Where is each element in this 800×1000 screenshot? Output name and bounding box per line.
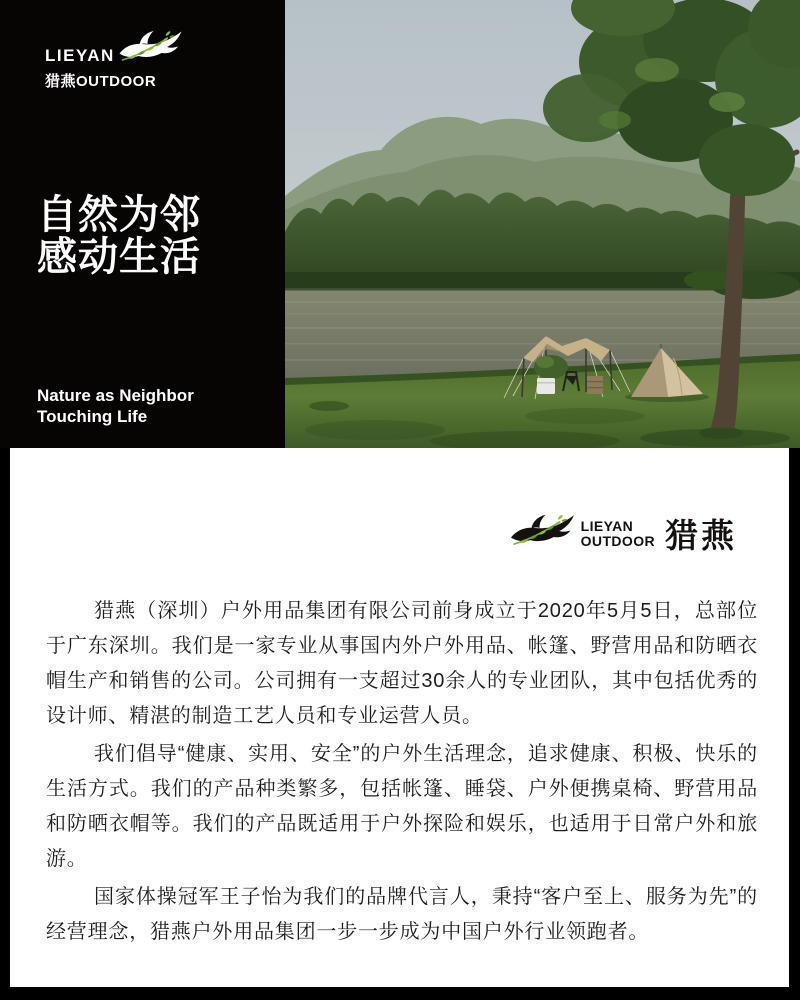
brand-logo-content xyxy=(509,510,737,557)
hero-subheadline-line1: Nature as Neighbor xyxy=(37,386,194,405)
hero-section xyxy=(0,0,800,448)
swallow-logo-icon xyxy=(509,513,575,555)
company-intro-panel xyxy=(10,448,789,987)
brand-name-en-line2: OUTDOOR xyxy=(580,532,655,549)
company-paragraph-2: 我们倡导“健康、实用、安全”的户外生活理念，追求健康、积极、快乐的生活方式。我们的产品种类繁多，包括帐篷、睡袋、户外便携桌椅、野营用品和防晒衣帽等。我们的产品既适用于户外探险和娱乐，也适用于日常户外和旅游。 xyxy=(46,743,758,870)
hero-headline-line2: 感动生活 xyxy=(37,235,201,279)
brand-name-en-line1: LIEYAN xyxy=(580,517,634,534)
swallow-logo-icon xyxy=(117,30,183,70)
hero-headline-line1: 自然为邻 xyxy=(37,193,201,237)
brand-name-cn: 猎燕 xyxy=(665,517,737,554)
hero-left-panel xyxy=(0,0,285,448)
hero-subheadline-line2: Touching Life xyxy=(37,407,148,426)
brand-name-cn-en: 猎燕OUTDOOR xyxy=(45,73,157,90)
brand-name-en-stacked xyxy=(581,519,655,549)
company-paragraph-1: 猎燕（深圳）户外用品集团有限公司前身成立于2020年5月5日，总部位于广东深圳。我们是一家专业从事国内外户外用品、帐篷、野营用品和防晒衣帽生产和销售的公司。公司拥有一支超过30余人的专业团队，其中包括优秀的设计师、精湛的制造工艺人员和专业运营人员。 xyxy=(46,600,758,727)
hero-subheadline xyxy=(37,385,194,427)
hero-headline xyxy=(37,194,201,278)
company-description xyxy=(46,594,758,953)
company-paragraph-3: 国家体操冠军王子怡为我们的品牌代言人，秉持“客户至上、服务为先”的经营理念，猎燕户外用品集团一步一步成为中国户外行业领跑者。 xyxy=(46,886,758,943)
lakeside-camping-photo xyxy=(285,0,800,448)
brand-name-en: LIEYAN xyxy=(45,46,115,65)
brand-logo-hero xyxy=(45,30,183,91)
